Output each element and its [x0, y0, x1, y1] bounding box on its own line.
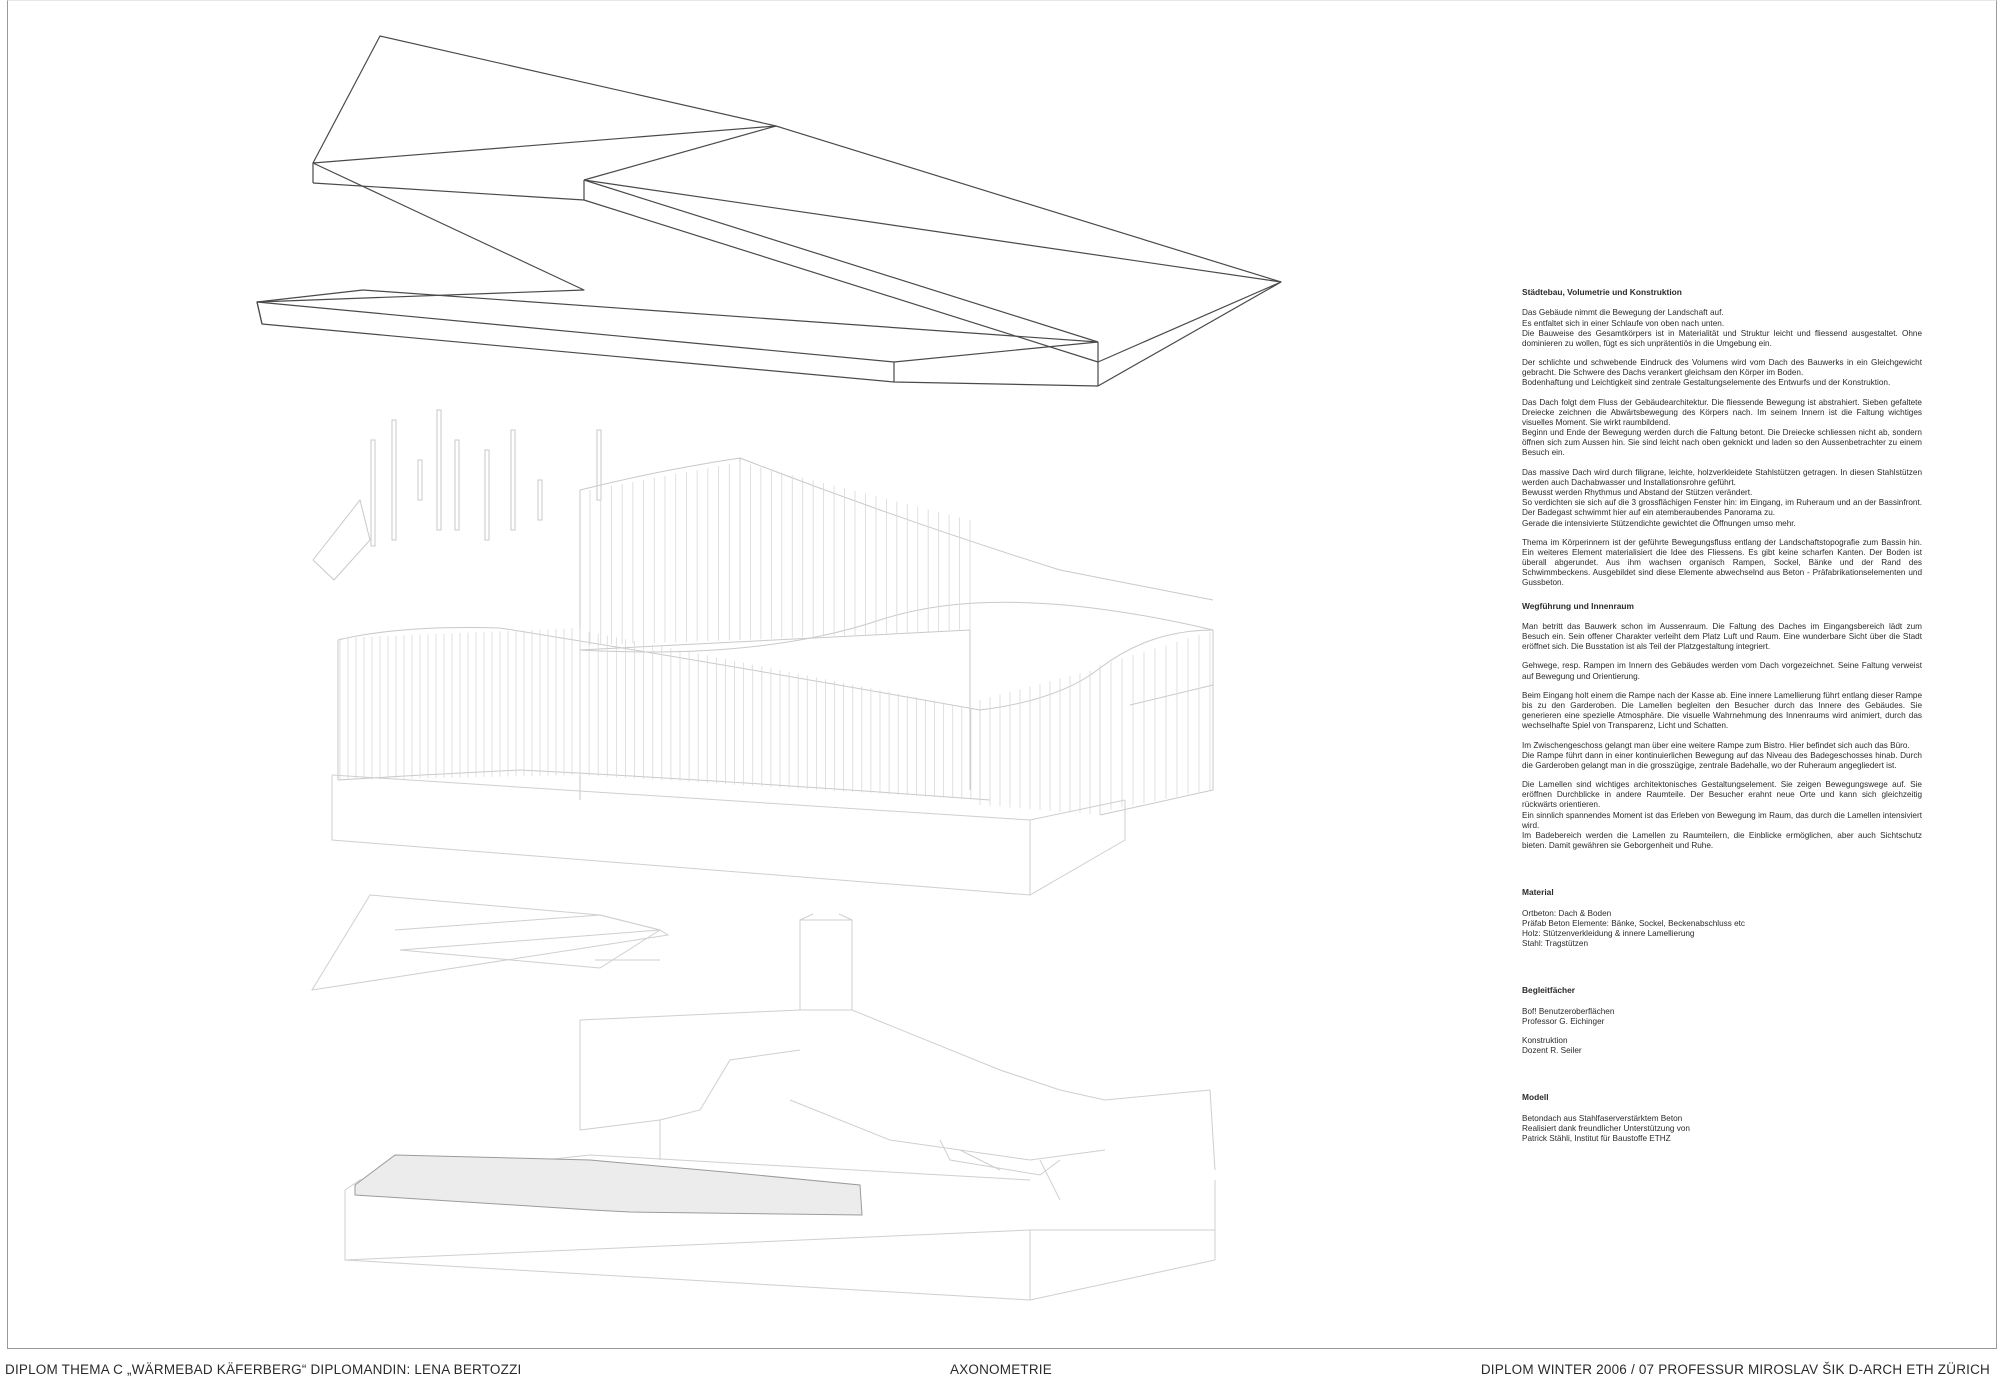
pool-basin — [355, 1155, 862, 1215]
section-material — [1522, 887, 1922, 949]
paragraph: Thema im Körperinnern ist der geführte Bewegungsfluss entlang der Landschaftstopografie zum Bassin hin. Ein weiteres Element materialisiert die Idee des Fliessens. Es gibt keine scharfen Kanten. Der Boden ist überall abgerundet. Aus ihm wachsen organisch Rampen, Sockel, Bänke und der Rand des Schwimmbeckens. Ausgebildet sind diese Elemente abwechselnd aus Beton - Präfabrikationselementen und Gussbeton. — [1522, 537, 1922, 588]
description-column — [1522, 287, 1922, 1156]
section-heading: Wegführung und Innenraum — [1522, 600, 1634, 611]
paragraph: Man betritt das Bauwerk schon im Aussenraum. Die Faltung des Daches im Eingangsbereich lädt zum Besuch ein. Sein offener Charakter verleiht dem Platz Luft und Raum. Eine wunderbare Sicht über die Stadt eröffnet sich. Die Busstation ist als Teil der Platzgestaltung integriert. — [1522, 621, 1922, 652]
footer-sheet-title: AXONOMETRIE — [950, 1362, 1052, 1377]
paragraph: Das Dach folgt dem Fluss der Gebäudearchitektur. Die fliessende Bewegung ist abstrahiert. Sieben gefaltete Dreiecke zeichnen die Abwärtsbewegung des Körpers nach. Im seinem Innern ist die Faltung wichtiges visuelles Moment. Sie wirkt raumbildend. Beginn und Ende der Bewegung werden durch die Faltung betont. Die Dreiecke schliessen nicht ab, sondern öffnen sich zum Aussen hin. Sie sind leicht nach oben geknickt und laden so den Aussenbetrachter zu einem Besuch ein. — [1522, 397, 1922, 458]
paragraph: Gehwege, resp. Rampen im Innern des Gebäudes werden vom Dach vorgezeichnet. Seine Faltung verweist auf Bewegung und Orientierung. — [1522, 661, 1922, 681]
footer-project-title: DIPLOM THEMA C „WÄRMEBAD KÄFERBERG“ DIPLOMANDIN: LENA BERTOZZI — [5, 1362, 522, 1377]
column-structure — [313, 410, 1213, 815]
section-staedtebau — [1522, 287, 1922, 589]
section-heading: Begleitfächer — [1522, 985, 1576, 996]
paragraph: Das massive Dach wird durch filigrane, leichte, holzverkleidete Stahlstützen getragen. In diesen Stahlstützen werden auch Dachabwasser und Installationsrohre geführt. Bewusst werden Rhythmus und Abstand der Stützen verändert. So verdichten sie sich auf die 3 grossflächigen Fenster hin: im Eingang, im Ruheraum und an der Bassinfront. Der Badegast schwimmt hier auf ein atemberaubendes Panorama zu. Gerade die intensivierte Stützendichte gewichtet die Öffnungen umso mehr. — [1522, 467, 1922, 528]
section-wegfuehrung — [1522, 601, 1922, 852]
paragraph: Betondach aus Stahlfaserverstärktem Beton Realisiert dank freundlicher Unterstützung von Patrick Stähli, Institut für Baustoffe ETHZ — [1522, 1113, 1690, 1144]
paragraph: Konstruktion Dozent R. Seiler — [1522, 1036, 1582, 1056]
paragraph: Beim Eingang holt einem die Rampe nach der Kasse ab. Eine innere Lamellierung führt entlang dieser Rampe bis zu den Garderoben. Die Lamellen begleiten den Besucher durch das Innere des Gebäudes. Sie generieren eine spezielle Atmosphäre. Die visuelle Wahrnehmung des Innenraums wird animiert, durch das wechselhafte Spiel von Transparenz, Licht und Schatten. — [1522, 690, 1922, 731]
section-modell — [1522, 1092, 1922, 1144]
paragraph: Der schlichte und schwebende Eindruck des Volumens wird vom Dach des Bauwerks in ein Gleichgewicht gebracht. Die Schwere des Dachs verankert gleichsam den Körper im Boden. Bodenhaftung und Leichtigkeit sind zentrale Gestaltungselemente des Entwurfs und der Konstruktion. — [1522, 358, 1922, 388]
paragraph: Ortbeton: Dach & Boden Präfab Beton Elemente: Bänke, Sockel, Beckenabschluss etc Holz: Stützenverkleidung & innere Lamellierung Stahl: Tragstützen — [1522, 908, 1746, 949]
paragraph: Bof! Benutzeroberflächen Professor G. Eichinger — [1522, 1006, 1615, 1026]
base-volume — [312, 895, 1215, 1300]
section-heading: Städtebau, Volumetrie und Konstruktion — [1522, 287, 1682, 297]
section-heading: Modell — [1522, 1092, 1549, 1103]
paragraph: Die Lamellen sind wichtiges architektonisches Gestaltungselement. Sie zeigen Bewegungswege auf. Sie eröffnen Durchblicke in andere Raumteile. Der Besucher erahnt neue Orte und kann sich gleichzeitig rückwärts orientieren. Ein sinnlich spannendes Moment ist das Erleben von Bewegung im Raum, das durch die Lamellen intensiviert wird. Im Badebereich werden die Lamellen zu Raumteilern, die Einblicke ermöglichen, aber auch Sichtschutz bieten. Damit gewähren sie Geborgenheit und Ruhe. — [1522, 780, 1922, 851]
footer-professorship: DIPLOM WINTER 2006 / 07 PROFESSUR MIROSLAV ŠIK D-ARCH ETH ZÜRICH — [1480, 1362, 1990, 1377]
paragraph: Das Gebäude nimmt die Bewegung der Landschaft auf. Es entfaltet sich in einer Schlaufe von oben nach unten. Die Bauweise des Gesamtkörpers ist in Materialität und Struktur leicht und fliessend ausgestaltet. Ohne dominieren zu wollen, fügt es sich unprätentiös in die Umgebung ein. — [1522, 308, 1922, 348]
plinth — [332, 775, 1125, 895]
section-begleitfaecher — [1522, 985, 1922, 1056]
paragraph: Im Zwischengeschoss gelangt man über eine weitere Rampe zum Bistro. Hier befindet sich auch das Büro. Die Rampe führt dann in einer kontinuierlichen Bewegung auf das Niveau des Badegeschosses hinab. Durch die Garderoben gelangt man in die grosszügige, zentrale Badehalle, wo der Ruheraum angegliedert ist. — [1522, 740, 1922, 770]
lamella-lines — [340, 462, 1210, 815]
roof-slab — [257, 36, 1281, 386]
section-heading: Material — [1522, 887, 1554, 898]
